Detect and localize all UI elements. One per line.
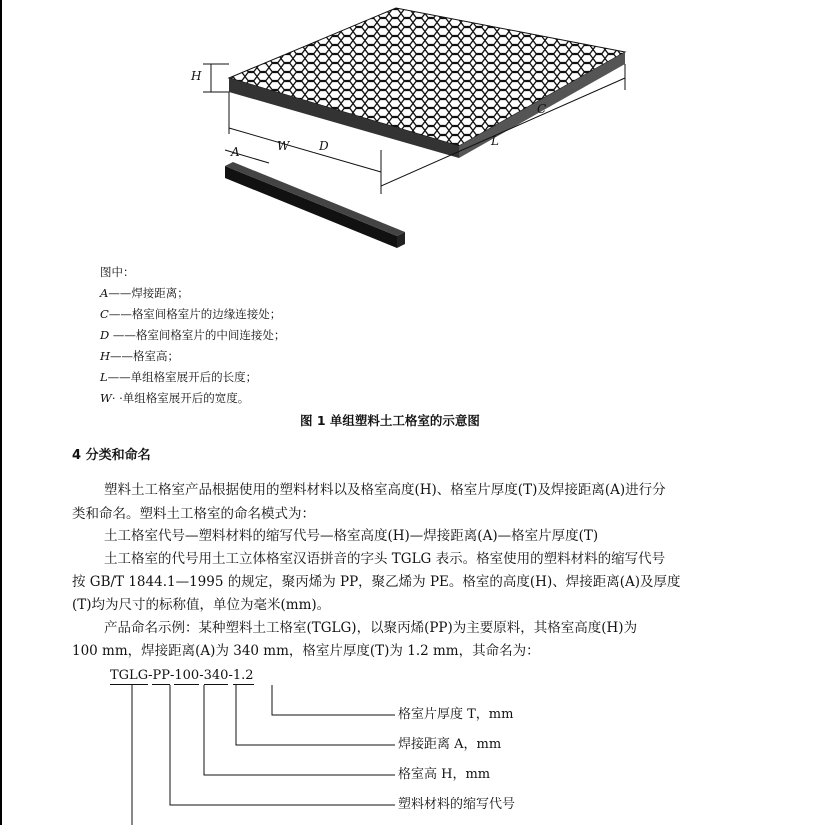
legend-symbol: A [100, 286, 109, 300]
paragraph-line: 土工格室代号—塑料材料的缩写代号—格室高度(H)—焊接距离(A)—格室片厚度(T) [104, 528, 599, 544]
geocell-figure [185, 0, 645, 262]
code-separator: - [228, 668, 233, 683]
legend-item [100, 327, 285, 343]
dim-label-d: D [319, 139, 329, 153]
legend-symbol: C [100, 307, 109, 321]
geocell-strip [225, 150, 405, 248]
legend-text: ——格室间格室片的边缘连接处； [108, 307, 282, 321]
code-part-material: PP [152, 668, 170, 683]
legend-item [100, 306, 281, 322]
section-heading: 4 分类和命名 [72, 448, 151, 463]
code-separator: - [199, 668, 204, 683]
legend-item [100, 285, 189, 301]
legend-text: ——焊接距离； [108, 286, 189, 300]
paragraph-line: 100 mm，焊接距离(A)为 340 mm，格室片厚度(T)为 1.2 mm，其命名为： [72, 643, 540, 659]
figure-caption: 图 1 单组塑料土工格室的示意图 [300, 413, 480, 428]
paragraph-line: 类和命名。塑料土工格室的命名模式为： [72, 506, 315, 522]
paragraph-line: 塑料土工格室产品根据使用的塑料材料以及格室高度(H)、格室片厚度(T)及焊接距离(A)进行分 [104, 482, 666, 498]
legend-text: ——单组格室展开后的长度； [107, 370, 258, 384]
paragraph-line: (T)均为尺寸的标称值，单位为毫米(mm)。 [72, 597, 331, 613]
legend-symbol: D [100, 328, 110, 342]
legend-title: 图中： [100, 265, 135, 279]
code-part-tglg: TGLG [110, 668, 149, 683]
code-part-thickness: 1.2 [232, 668, 254, 683]
dim-label-c: C [537, 102, 547, 116]
label-distance: 焊接距离 A，mm [398, 737, 502, 752]
dim-label-l: L [491, 134, 499, 148]
label-material: 塑料材料的缩写代号 [398, 797, 516, 812]
legend-item [100, 348, 179, 364]
paragraph-line: 土工格室的代号用土工立体格室汉语拼音的字头 TGLG 表示。格室使用的塑料材料的缩写代号 [104, 551, 666, 567]
code-separator: - [169, 668, 175, 683]
dim-label-h: H [191, 69, 202, 83]
paragraph-line: 产品命名示例：某种塑料土工格室(TGLG)，以聚丙烯(PP)为主要原料，其格室高度(H)为 [104, 620, 638, 636]
legend-text: ——格室间格室片的中间连接处； [109, 328, 286, 342]
code-part-height: 100 [174, 668, 200, 683]
code-part-distance: 340 [203, 668, 229, 683]
legend-item [100, 369, 257, 385]
dim-label-a: A [231, 145, 240, 159]
paragraph-line: 按 GB/T 1844.1—1995 的规定，聚丙烯为 PP，聚乙烯为 PE。格室的高度(H)、焊接距离(A)及厚度 [72, 574, 681, 590]
dim-label-w: W [277, 139, 290, 153]
code-separator: - [148, 668, 153, 683]
dimension-h [203, 64, 229, 92]
legend-item [100, 390, 249, 406]
legend-symbol: H [100, 349, 111, 363]
legend-symbol: W [100, 391, 112, 405]
connector-height [204, 685, 395, 775]
geocell-mat [229, 8, 625, 158]
legend-text: ——格室高； [110, 349, 180, 363]
label-thickness: 格室片厚度 T，mm [398, 707, 514, 722]
connector-thickness [272, 685, 395, 715]
legend-symbol: L [100, 370, 108, 384]
legend-text: · ·单组格室展开后的宽度。 [111, 391, 250, 405]
label-height: 格室高 H，mm [398, 767, 491, 782]
